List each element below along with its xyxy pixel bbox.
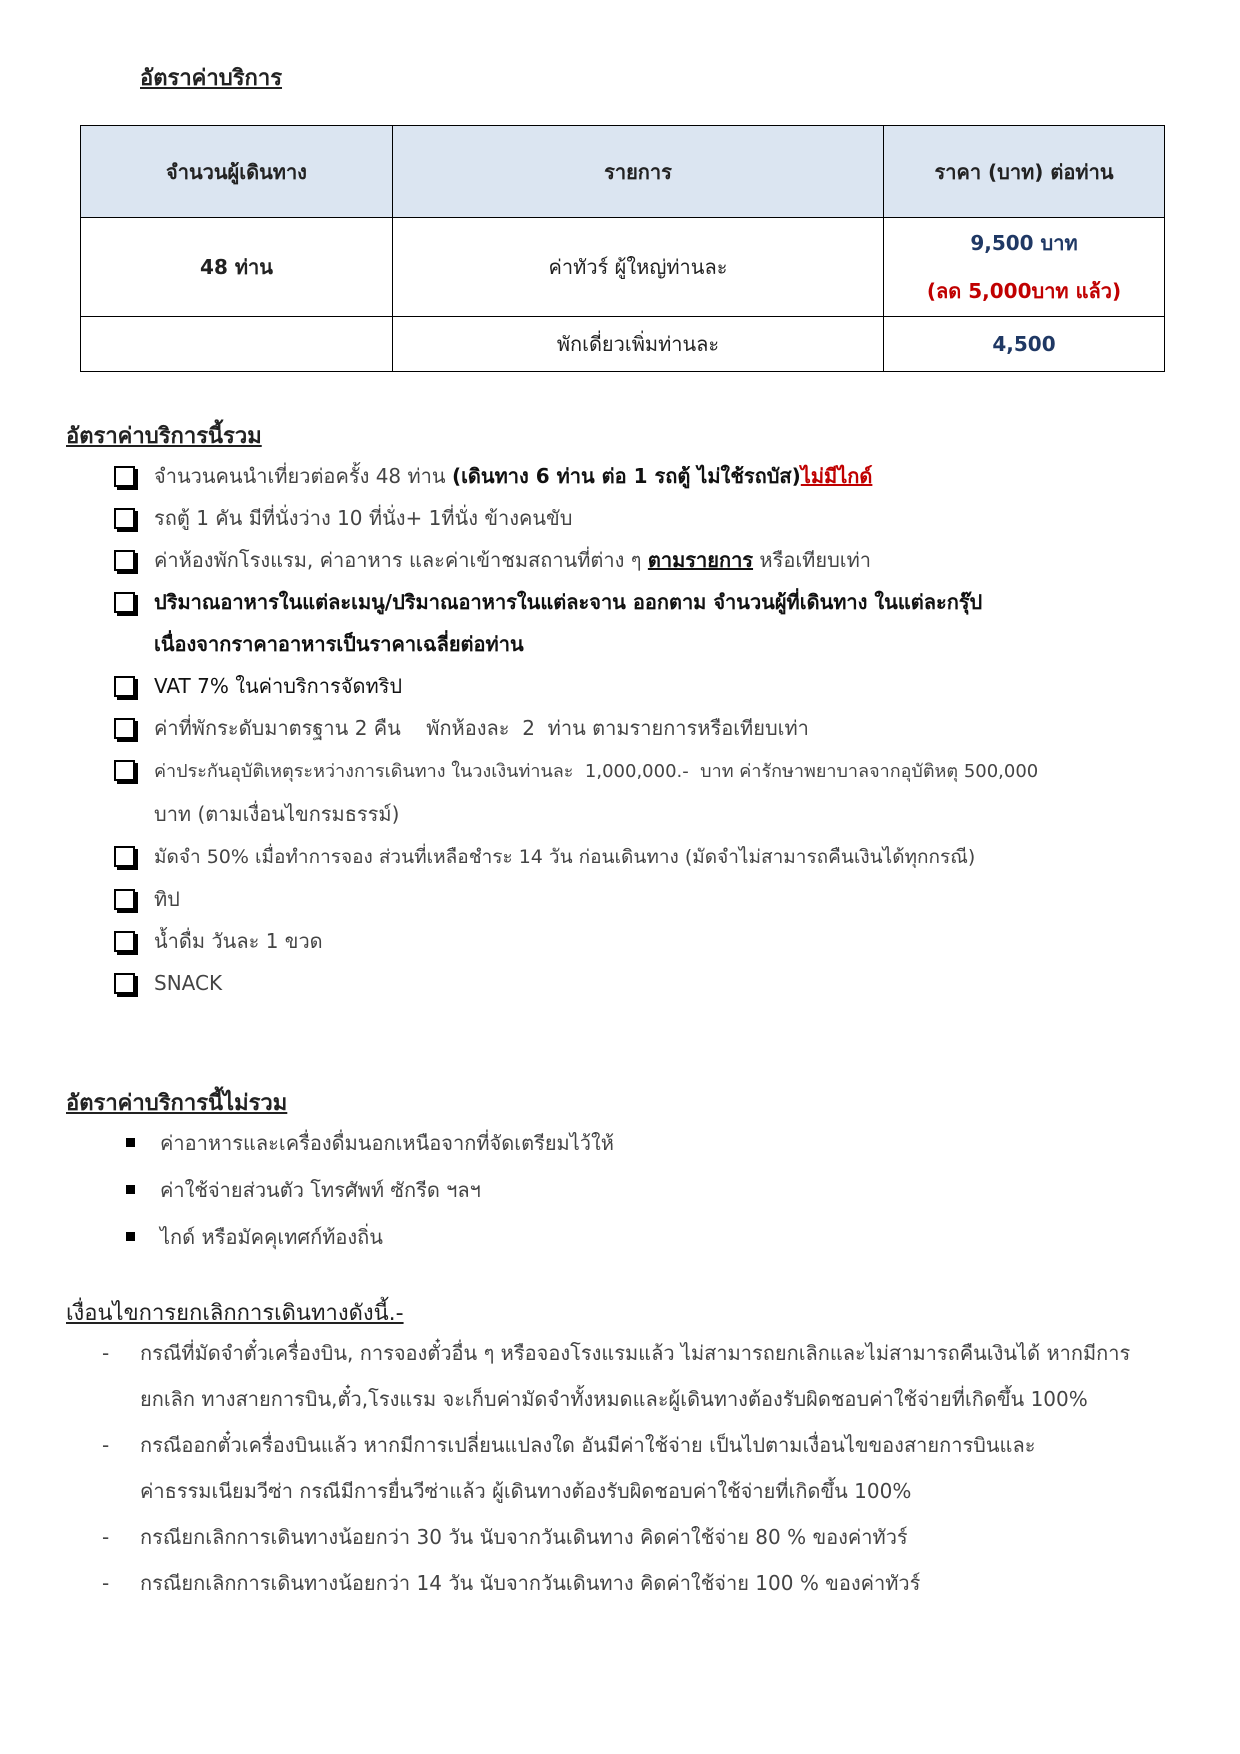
checkbox-icon bbox=[114, 718, 135, 739]
checkbox-icon bbox=[114, 676, 135, 697]
list-item bbox=[124, 1167, 614, 1214]
cancellation-title: เงื่อนไขการยกเลิกการเดินทางดังนี้.- bbox=[66, 1301, 404, 1326]
item-text: รถตู้ 1 คัน มีที่นั่งว่าง 10 ที่นั่ง+ 1ที่นั่ง ข้างคนขับ bbox=[154, 506, 573, 530]
price-value: 9,500 บาท bbox=[970, 231, 1078, 255]
checkbox-icon bbox=[114, 846, 135, 867]
list-item bbox=[112, 962, 1192, 1004]
item-text: ค่าธรรมเนียมวีซ่า กรณีมีการยื่นวีซ่าแล้ว ผู้เดินทางต้องรับผิดชอบค่าใช้จ่ายที่เกิดขึ้น 100% bbox=[140, 1479, 912, 1503]
item-text: น้ำดื่ม วันละ 1 ขวด bbox=[154, 929, 323, 953]
checkbox-icon bbox=[114, 550, 135, 571]
list-item bbox=[100, 1514, 1180, 1560]
discount-note: (ลด 5,000บาท แล้ว) bbox=[926, 279, 1122, 303]
list-item bbox=[100, 1422, 1180, 1514]
square-bullet-icon bbox=[126, 1138, 135, 1147]
dash-bullet: - bbox=[102, 1341, 110, 1365]
item-text-bold: (เดินทาง 6 ท่าน ต่อ 1 รถตู้ ไม่ใช้รถบัส) bbox=[451, 464, 801, 488]
item-text: หรือเทียบเท่า bbox=[753, 548, 872, 572]
item-text: จำนวนคนนำเที่ยวต่อครั้ง 48 ท่าน bbox=[154, 464, 452, 488]
item-text: ค่าอาหารและเครื่องดื่มนอกเหนือจากที่จัดเตรียมไว้ให้ bbox=[160, 1131, 614, 1155]
item-text: ค่าที่พักระดับมาตรฐาน 2 คืน พักห้องละ 2 ท่าน ตามรายการหรือเทียบเท่า bbox=[154, 716, 809, 740]
cell-travelers bbox=[81, 317, 393, 372]
header-item: รายการ bbox=[393, 126, 884, 218]
item-text: เนื่องจากราคาอาหารเป็นราคาเฉลี่ยต่อท่าน bbox=[154, 632, 524, 656]
list-item bbox=[112, 749, 1192, 835]
rate-title: อัตราค่าบริการ bbox=[140, 66, 283, 91]
item-text: ยกเลิก ทางสายการบิน,ตั๋ว,โรงแรม จะเก็บค่ามัดจำทั้งหมดและผู้เดินทางต้องรับผิดชอบค่าใช้จ่ายที่เกิดขึ้น 100% bbox=[140, 1387, 1088, 1411]
item-text: SNACK bbox=[154, 971, 223, 995]
cell-travelers: 48 ท่าน bbox=[81, 218, 393, 317]
cancellation-list bbox=[100, 1330, 1180, 1606]
list-item bbox=[100, 1330, 1180, 1422]
cell-price bbox=[884, 218, 1165, 317]
item-text: ค่าประกันอุบัติเหตุระหว่างการเดินทาง ในวงเงินท่านละ 1,000,000.- บาท ค่ารักษาพยาบาลจากอุบัติหตุ 500,000 bbox=[154, 761, 1039, 782]
list-item bbox=[112, 665, 1192, 707]
list-item bbox=[112, 581, 1192, 665]
list-item bbox=[112, 455, 1192, 497]
square-bullet-icon bbox=[126, 1185, 135, 1194]
header-price: ราคา (บาท) ต่อท่าน bbox=[884, 126, 1165, 218]
cell-item: ค่าทัวร์ ผู้ใหญ่ท่านละ bbox=[393, 218, 884, 317]
item-text: ค่าห้องพักโรงแรม, ค่าอาหาร และค่าเข้าชมสถานที่ต่าง ๆ bbox=[154, 548, 648, 572]
table-row bbox=[81, 317, 1165, 372]
table-header-row bbox=[81, 126, 1165, 218]
cell-price: 4,500 bbox=[884, 317, 1165, 372]
item-text: ค่าใช้จ่ายส่วนตัว โทรศัพท์ ซักรีด ฯลฯ bbox=[160, 1178, 481, 1202]
list-item bbox=[112, 878, 1192, 920]
rate-table bbox=[80, 125, 1165, 372]
header-travelers: จำนวนผู้เดินทาง bbox=[81, 126, 393, 218]
excluded-list bbox=[124, 1120, 614, 1261]
included-title: อัตราค่าบริการนี้รวม bbox=[66, 424, 262, 449]
list-item bbox=[112, 920, 1192, 962]
item-text: กรณีออกตั๋วเครื่องบินแล้ว หากมีการเปลี่ยนแปลงใด อันมีค่าใช้จ่าย เป็นไปตามเงื่อนไขของสายการบินและ bbox=[140, 1433, 1036, 1457]
item-text: กรณียกเลิกการเดินทางน้อยกว่า 14 วัน นับจากวันเดินทาง คิดค่าใช้จ่าย 100 % ของค่าทัวร์ bbox=[140, 1571, 921, 1595]
item-text: ปริมาณอาหารในแต่ละเมนู/ปริมาณอาหารในแต่ละจาน ออกตาม จำนวนผู้ที่เดินทาง ในแต่ละกรุ๊ป bbox=[154, 590, 983, 614]
item-text: ไกด์ หรือมัคคุเทศก์ท้องถิ่น bbox=[160, 1225, 383, 1249]
list-item bbox=[124, 1120, 614, 1167]
dash-bullet: - bbox=[102, 1571, 110, 1595]
list-item bbox=[100, 1560, 1180, 1606]
item-text: บาท (ตามเงื่อนไขกรมธรรม์) bbox=[154, 802, 400, 826]
excluded-title: อัตราค่าบริการนี้ไม่รวม bbox=[66, 1091, 288, 1116]
no-guide-note: ไม่มีไกด์ bbox=[800, 464, 873, 488]
checkbox-icon bbox=[114, 508, 135, 529]
checkbox-icon bbox=[114, 466, 135, 487]
item-text-underlined: ตามรายการ bbox=[647, 548, 754, 572]
item-text: VAT 7% ในค่าบริการจัดทริป bbox=[154, 674, 403, 698]
included-list bbox=[112, 455, 1192, 1004]
cell-item: พักเดี่ยวเพิ่มท่านละ bbox=[393, 317, 884, 372]
checkbox-icon bbox=[114, 973, 135, 994]
checkbox-icon bbox=[114, 889, 135, 910]
checkbox-icon bbox=[114, 760, 135, 781]
dash-bullet: - bbox=[102, 1525, 110, 1549]
list-item bbox=[112, 497, 1192, 539]
table-row bbox=[81, 218, 1165, 317]
checkbox-icon bbox=[114, 592, 135, 613]
dash-bullet: - bbox=[102, 1433, 110, 1457]
list-item bbox=[112, 835, 1192, 878]
item-text: ทิป bbox=[154, 887, 180, 911]
list-item bbox=[112, 707, 1192, 749]
list-item bbox=[112, 539, 1192, 581]
list-item bbox=[124, 1214, 614, 1261]
item-text: กรณียกเลิกการเดินทางน้อยกว่า 30 วัน นับจากวันเดินทาง คิดค่าใช้จ่าย 80 % ของค่าทัวร์ bbox=[140, 1525, 908, 1549]
checkbox-icon bbox=[114, 931, 135, 952]
square-bullet-icon bbox=[126, 1232, 135, 1241]
item-text: กรณีที่มัดจำตั๋วเครื่องบิน, การจองตั๋วอื่น ๆ หรือจองโรงแรมแล้ว ไม่สามารถยกเลิกและไม่สามารถคืนเงินได้ หากมีการ bbox=[140, 1341, 1131, 1365]
item-text: มัดจำ 50% เมื่อทำการจอง ส่วนที่เหลือชำระ 14 วัน ก่อนเดินทาง (มัดจำไม่สามารถคืนเงินได้ทุกกรณี) bbox=[154, 846, 976, 868]
